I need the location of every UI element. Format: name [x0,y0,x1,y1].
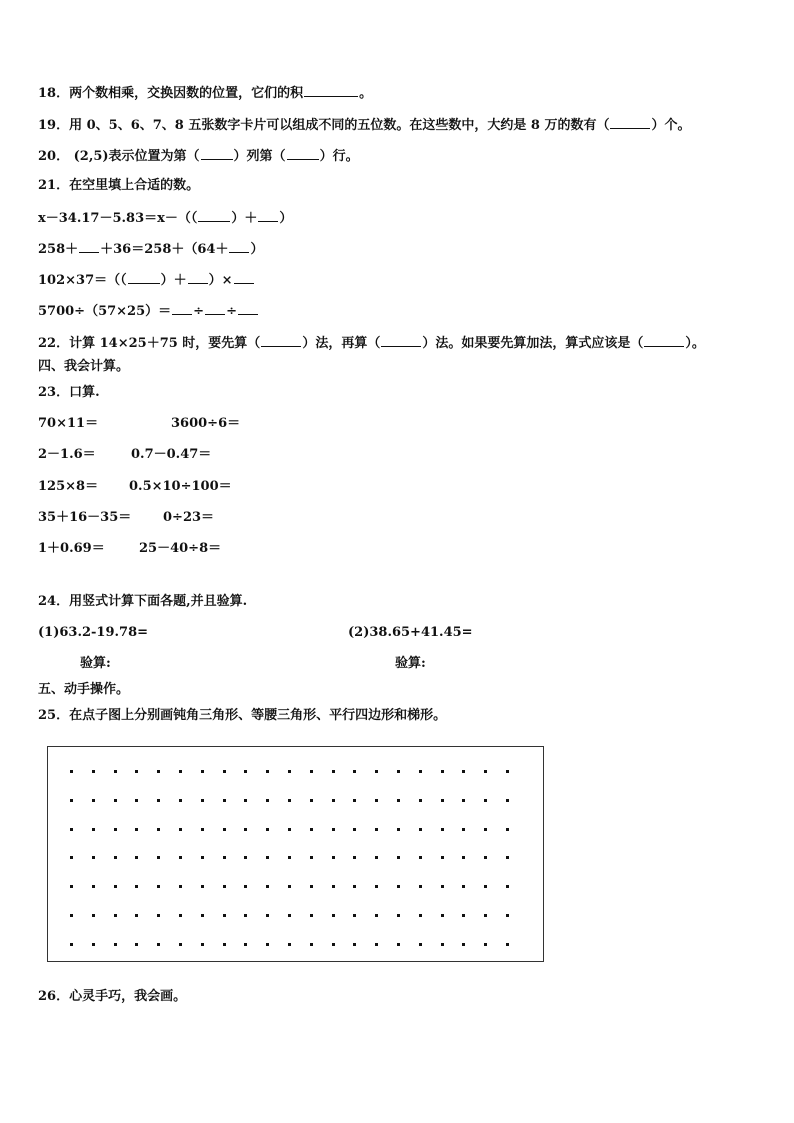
grid-dot [114,799,117,802]
grid-dot [397,770,400,773]
grid-dot [70,856,73,859]
grid-dot [201,799,204,802]
grid-dot [332,885,335,888]
grid-dot [441,914,444,917]
grid-dot [441,885,444,888]
grid-dot [462,770,465,773]
q22-blank-2[interactable] [381,334,421,347]
grid-dot [506,943,509,946]
q20-prefix: 20． (2,5)表示位置为第（ [38,149,200,164]
grid-dot [201,914,204,917]
q21-l4-blank-1[interactable] [172,302,192,315]
grid-dot [179,799,182,802]
grid-dot [441,799,444,802]
question-22 [38,334,705,352]
grid-dot [462,885,465,888]
grid-dot [223,856,226,859]
grid-dot [114,856,117,859]
grid-dot [462,828,465,831]
grid-dot [506,914,509,917]
q23-row-2-a: 2－1.6＝ [38,447,96,462]
grid-dot [70,799,73,802]
q23-row-2-b: 0.7－0.47＝ [131,447,212,462]
grid-dot [484,799,487,802]
q22-blank-3[interactable] [644,334,684,347]
grid-dot [353,943,356,946]
grid-dot [244,828,247,831]
grid-dot [441,943,444,946]
q18-end: 。 [359,86,373,101]
q20-blank-row[interactable] [287,147,319,160]
q23-row-5-b: 25－40÷8＝ [139,541,222,556]
q21-l4-blank-2[interactable] [205,302,225,315]
grid-dot [223,914,226,917]
grid-dot [92,885,95,888]
grid-dot [310,885,313,888]
grid-dot [70,914,73,917]
grid-dot [179,943,182,946]
q21-l3-blank-3[interactable] [234,271,254,284]
q21-l1-part-b: ）＋ [231,211,258,226]
grid-dot [201,828,204,831]
q19-suffix: ）个。 [651,118,691,133]
grid-dot [223,885,226,888]
grid-dot [506,828,509,831]
grid-dot [157,856,160,859]
grid-dot [310,799,313,802]
grid-dot [288,885,291,888]
q24-problem-1: (1)63.2-19.78= [38,625,149,640]
grid-dot [266,856,269,859]
grid-dot [419,885,422,888]
q18-text: 18．两个数相乘，交换因数的位置，它们的积 [38,86,304,101]
grid-dot [397,799,400,802]
q21-l3-blank-1[interactable] [128,271,160,284]
grid-dot [441,770,444,773]
q21-l4-part-a: 5700÷（57×25）＝ [38,304,172,319]
grid-dot [157,799,160,802]
q23-title: 23．口算. [38,385,100,400]
grid-dot [353,856,356,859]
grid-dot [201,943,204,946]
q22-part-a: 22．计算 14×25＋75 时，要先算（ [38,336,261,351]
grid-dot [332,914,335,917]
section-4-heading: 四、我会计算。 [38,359,130,374]
q24-check-1: 验算: [80,656,111,671]
q21-l2-blank-2[interactable] [229,240,249,253]
grid-dot [332,856,335,859]
q24-title: 24．用竖式计算下面各题,并且验算. [38,594,248,609]
q21-l3-blank-2[interactable] [188,271,208,284]
grid-dot [179,885,182,888]
grid-dot [419,943,422,946]
q18-answer-blank[interactable] [304,84,358,97]
grid-dot [397,828,400,831]
grid-dot [157,914,160,917]
grid-dot [332,799,335,802]
grid-dot [506,856,509,859]
grid-dot [375,856,378,859]
q19-prefix: 19．用 0、5、6、7、8 五张数字卡片可以组成不同的五位数。在这些数中，大约是 8 万的数有（ [38,118,610,133]
q22-part-d: ）。 [685,336,705,351]
grid-dot [70,943,73,946]
grid-dot [288,914,291,917]
question-18 [38,84,372,102]
q21-line-3 [38,271,255,289]
grid-dot [419,799,422,802]
q26-title: 26．心灵手巧，我会画。 [38,989,187,1004]
q23-row-1-a: 70×11＝ [38,416,99,431]
grid-dot [135,856,138,859]
grid-dot [375,799,378,802]
q21-l2-part-a: 258＋ [38,242,79,257]
grid-dot [353,828,356,831]
grid-dot [266,885,269,888]
grid-dot [244,856,247,859]
grid-dot [310,856,313,859]
grid-dot [223,770,226,773]
grid-dot [375,943,378,946]
grid-dot [310,943,313,946]
grid-dot [484,828,487,831]
section-5-heading: 五、动手操作。 [38,682,130,697]
question-20 [38,147,359,165]
grid-dot [114,885,117,888]
q21-l4-part-b: ÷ [193,304,205,319]
grid-dot [462,914,465,917]
dot-grid[interactable] [47,746,544,962]
grid-dot [441,828,444,831]
grid-dot [114,914,117,917]
grid-dot [92,770,95,773]
q21-l1-blank-1[interactable] [198,209,230,222]
q23-row-4-a: 35＋16－35＝ [38,510,132,525]
grid-dot [179,914,182,917]
grid-dot [70,828,73,831]
q22-part-c: ）法。如果要先算加法，算式应该是（ [422,336,644,351]
grid-dot [441,856,444,859]
q21-line-1 [38,209,292,227]
grid-dot [353,799,356,802]
grid-dot [506,885,509,888]
grid-dot [506,799,509,802]
grid-dot [310,828,313,831]
grid-dot [353,914,356,917]
grid-dot [310,914,313,917]
q21-l1-blank-2[interactable] [258,209,278,222]
grid-dot [397,856,400,859]
q21-title: 21．在空里填上合适的数。 [38,178,200,193]
grid-dot [397,943,400,946]
grid-dot [484,885,487,888]
grid-dot [201,856,204,859]
grid-dot [135,885,138,888]
grid-dot [332,828,335,831]
q21-line-4 [38,302,259,320]
grid-dot [179,770,182,773]
grid-dot [462,799,465,802]
q21-l3-part-c: ）× [208,273,233,288]
grid-dot [157,885,160,888]
q20-suffix: ）行。 [319,149,359,164]
grid-dot [92,799,95,802]
grid-dot [179,828,182,831]
grid-dot [375,828,378,831]
grid-dot [92,856,95,859]
q21-l2-part-b: ＋36＝258＋（64＋ [100,242,229,257]
q23-row-4-b: 0÷23＝ [163,510,215,525]
grid-dot [244,885,247,888]
q22-part-b: ）法，再算（ [302,336,381,351]
q21-l2-part-c: ） [250,242,264,257]
grid-dot [135,799,138,802]
grid-dot [244,943,247,946]
grid-dot [114,770,117,773]
grid-dot [288,799,291,802]
grid-dot [223,828,226,831]
grid-dot [484,856,487,859]
q24-problem-2: (2)38.65+41.45= [348,625,473,640]
grid-dot [288,770,291,773]
grid-dot [419,856,422,859]
grid-dot [135,770,138,773]
grid-dot [375,770,378,773]
q24-check-2: 验算: [395,656,426,671]
q22-blank-1[interactable] [261,334,301,347]
grid-dot [397,914,400,917]
q21-l1-part-a: x－34.17－5.83＝x－（（ [38,211,198,226]
grid-dot [157,828,160,831]
grid-dot [484,770,487,773]
grid-dot [266,799,269,802]
grid-dot [353,885,356,888]
grid-dot [223,799,226,802]
grid-dot [375,885,378,888]
grid-dot [332,770,335,773]
q23-row-3-b: 0.5×10÷100＝ [129,479,232,494]
grid-dot [353,770,356,773]
grid-dot [179,856,182,859]
q21-l1-part-c: ） [279,211,293,226]
grid-dot [288,828,291,831]
question-19 [38,116,690,134]
grid-dot [506,770,509,773]
grid-dot [484,914,487,917]
grid-dot [70,885,73,888]
q20-mid: ）列第（ [233,149,286,164]
grid-dot [157,770,160,773]
grid-dot [266,828,269,831]
grid-dot [114,828,117,831]
q23-row-5-a: 1＋0.69＝ [38,541,105,556]
q21-line-2 [38,240,263,258]
grid-dot [70,770,73,773]
q21-l2-blank-1[interactable] [79,240,99,253]
grid-dot [419,914,422,917]
grid-dot [92,828,95,831]
grid-dot [484,943,487,946]
grid-dot [462,856,465,859]
grid-dot [332,943,335,946]
q21-l3-part-b: ）＋ [160,273,187,288]
q21-l3-part-a: 102×37＝（（ [38,273,127,288]
grid-dot [462,943,465,946]
grid-dot [288,856,291,859]
grid-dot [223,943,226,946]
q23-row-1-b: 3600÷6＝ [171,416,241,431]
grid-dot [310,770,313,773]
grid-dot [375,914,378,917]
grid-dot [135,828,138,831]
q23-row-3-a: 125×8＝ [38,479,99,494]
grid-dot [135,943,138,946]
grid-dot [135,914,138,917]
grid-dot [419,770,422,773]
grid-dot [114,943,117,946]
q21-l4-part-c: ÷ [226,304,237,319]
grid-dot [266,914,269,917]
grid-dot [201,770,204,773]
grid-dot [92,914,95,917]
grid-dot [92,943,95,946]
q25-title: 25．在点子图上分别画钝角三角形、等腰三角形、平行四边形和梯形。 [38,708,447,723]
q19-answer-blank[interactable] [610,116,650,129]
grid-dot [157,943,160,946]
grid-dot [244,770,247,773]
grid-dot [201,885,204,888]
grid-dot [397,885,400,888]
grid-dot [266,943,269,946]
grid-dot [419,828,422,831]
q21-l4-blank-3[interactable] [238,302,258,315]
grid-dot [266,770,269,773]
grid-dot [244,799,247,802]
grid-dot [244,914,247,917]
grid-dot [288,943,291,946]
q20-blank-column[interactable] [201,147,233,160]
